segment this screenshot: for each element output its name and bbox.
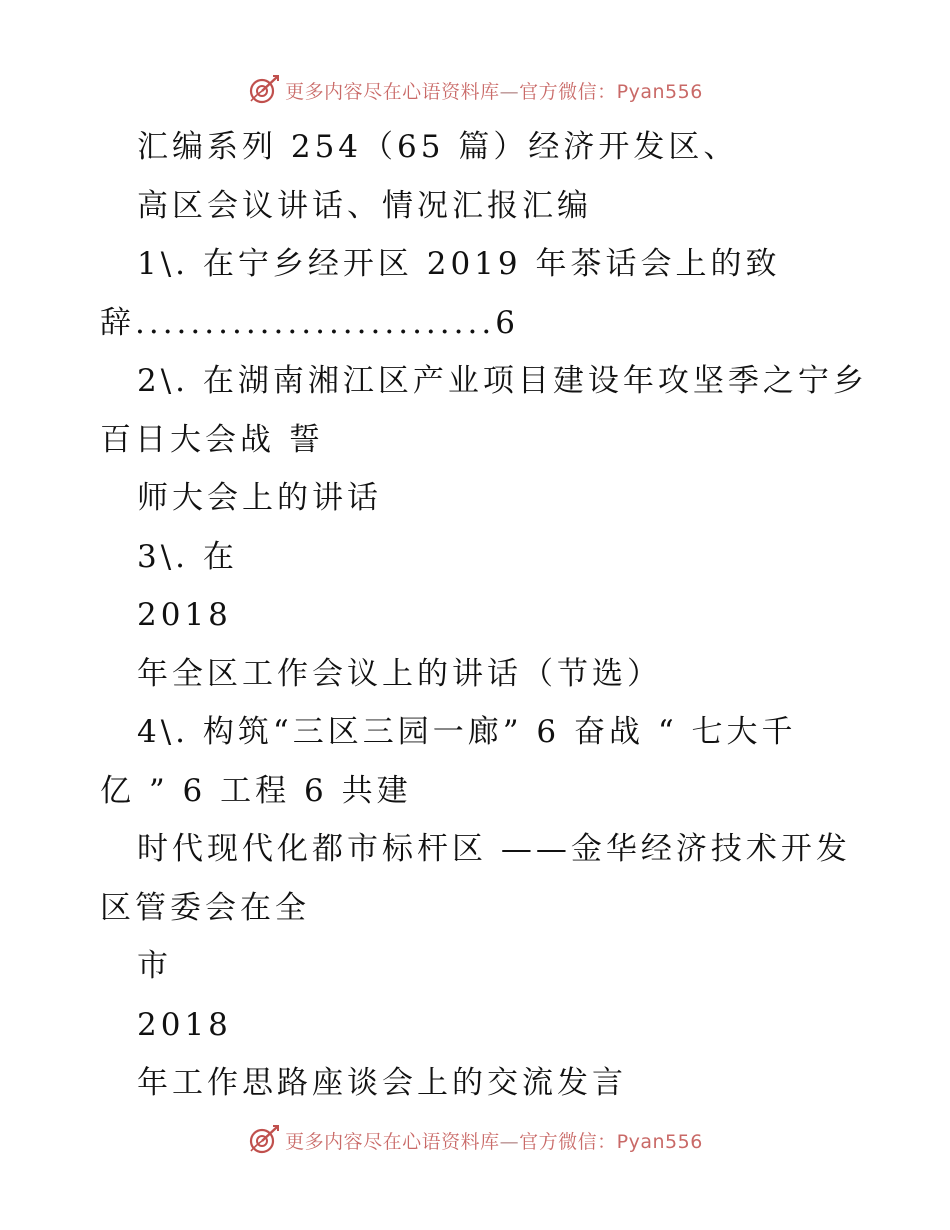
toc-item-1: 1\. 在宁乡经开区 2019 年茶话会上的致 xyxy=(137,246,781,282)
toc-item-4: 4\. 构筑“三区三园一廊” 6 奋战 “ 七大千 xyxy=(137,714,797,750)
toc-item-4-continued-2: 时代现代化都市标杆区 ——金华经济技术开发 xyxy=(137,831,851,867)
text-line-2: 高区会议讲话、情况汇报汇编 xyxy=(137,188,592,224)
toc-item-4-year: 2018 xyxy=(137,1007,232,1043)
watermark-separator: — xyxy=(499,1130,520,1153)
logo-icon xyxy=(247,1123,281,1157)
watermark-suffix: 官方微信：Pyan556 xyxy=(519,1130,703,1153)
toc-item-4-continued: 亿 ” 6 工程 6 共建 xyxy=(100,773,412,809)
toc-item-1-continued: 辞..........................6 xyxy=(100,305,519,341)
watermark-suffix: 官方微信：Pyan556 xyxy=(519,80,703,103)
watermark-text: 更多内容尽在心语资料库 xyxy=(285,80,500,103)
toc-item-4-continued-3: 区管委会在全 xyxy=(100,890,310,926)
logo-icon xyxy=(247,73,281,107)
toc-item-4-continued-4: 市 xyxy=(137,948,172,984)
toc-item-2: 2\. 在湖南湘江区产业项目建设年攻坚季之宁乡 xyxy=(137,363,868,399)
toc-item-3-continued: 年全区工作会议上的讲话（节选） xyxy=(137,656,662,692)
toc-item-3-year: 2018 xyxy=(137,597,232,633)
toc-item-4-continued-5: 年工作思路座谈会上的交流发言 xyxy=(137,1065,627,1101)
toc-item-2-continued: 百日大会战 誓 xyxy=(100,422,324,458)
toc-item-2-continued-2: 师大会上的讲话 xyxy=(137,480,382,516)
watermark-text: 更多内容尽在心语资料库 xyxy=(285,1130,500,1153)
toc-item-3: 3\. 在 xyxy=(137,539,238,575)
watermark-separator: — xyxy=(499,80,520,103)
footer-watermark xyxy=(0,1120,950,1160)
header-watermark xyxy=(0,70,950,110)
text-line-1: 汇编系列 254（65 篇）经济开发区、 xyxy=(137,129,739,165)
